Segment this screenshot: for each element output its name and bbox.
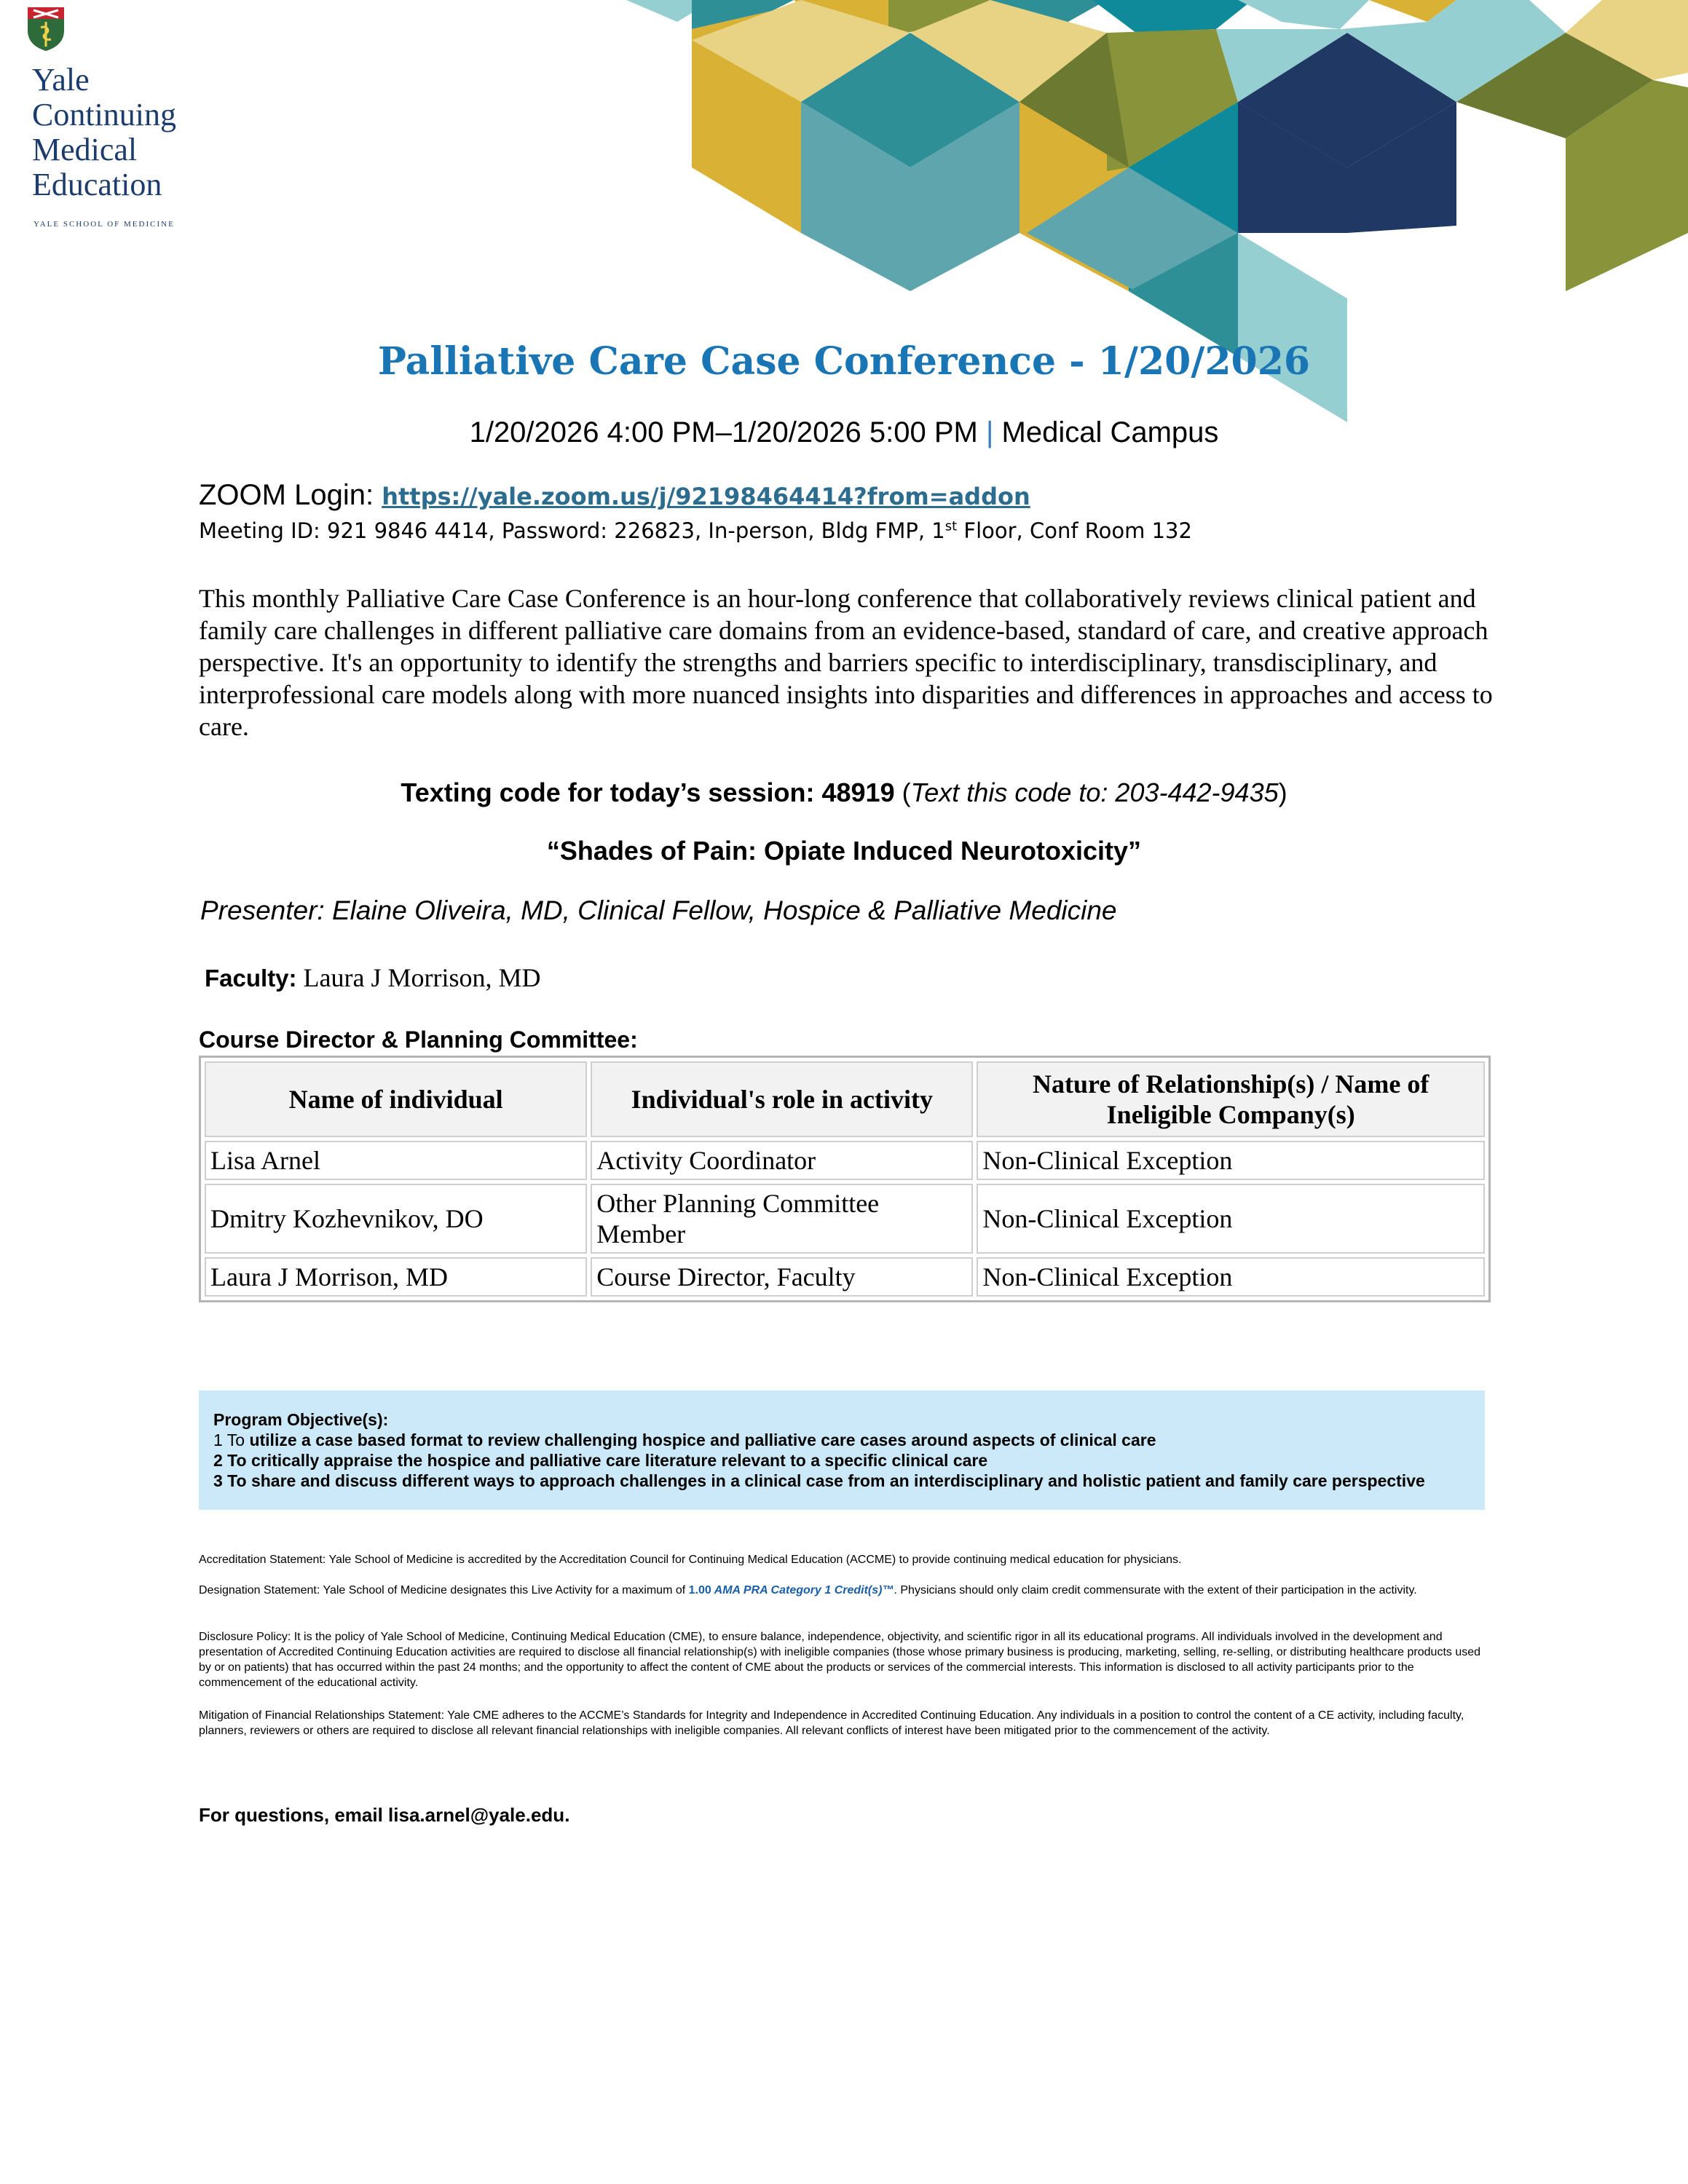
faculty-line xyxy=(205,962,540,993)
cell-role: Other Planning Committee Member xyxy=(591,1184,973,1254)
program-objectives-box xyxy=(199,1390,1485,1510)
committee-heading: Course Director & Planning Committee: xyxy=(199,1026,638,1053)
objective-item-2: 2 To critically appraise the hospice and palliative care literature relevant to a specific clinical care xyxy=(213,1451,988,1470)
table-row xyxy=(205,1257,1485,1297)
texting-code: Texting code for today’s session: 48919 xyxy=(401,778,895,807)
cell-name: Lisa Arnel xyxy=(205,1141,587,1180)
designation-statement xyxy=(199,1583,1488,1598)
cell-relationship: Non-Clinical Exception xyxy=(977,1141,1485,1180)
zoom-link[interactable]: https://yale.zoom.us/j/92198464414?from=addon xyxy=(382,483,1030,510)
objective-item-1 xyxy=(213,1430,1470,1450)
objective-item-3: 3 To share and discuss different ways to approach challenges in a clinical case from an interdisciplinary and holistic patient and family care perspective xyxy=(213,1471,1425,1490)
table-header-row xyxy=(205,1061,1485,1137)
cell-role: Activity Coordinator xyxy=(591,1141,973,1180)
disclosure-policy: Disclosure Policy: It is the policy of Yale School of Medicine, Continuing Medical Education (CME), to ensure balance, independence, objectivity, and scientific rigor in all its educational programs. All individuals involved in the development and presentation of Accredited Continuing Education activities are required to disclose all financial relationship(s) with ineligible companies (those whose primary business is producing, marketing, selling, re-selling, or distributing healthcare products used by or on patients) that has occurred within the past 24 months; and the opportunity to affect the content of CME about the products or services of the commercial interests. This information is disclosed to all activity participants prior to the commencement of the educational activity. xyxy=(199,1631,1481,1689)
cell-relationship: Non-Clinical Exception xyxy=(977,1184,1485,1254)
meeting-info-suffix: Floor, Conf Room 132 xyxy=(957,518,1192,543)
designation-prefix: Designation Statement: Yale School of Medicine designates this Live Activity for a maximum of xyxy=(199,1584,689,1597)
presenter-line: Presenter: Elaine Oliveira, MD, Clinical Fellow, Hospice & Palliative Medicine xyxy=(200,895,1117,925)
datetime-separator: | xyxy=(986,416,994,448)
cell-name: Laura J Morrison, MD xyxy=(205,1257,587,1297)
texting-close: ) xyxy=(1278,778,1287,807)
logo-line: Yale xyxy=(32,62,90,98)
texting-open: ( xyxy=(894,778,911,807)
zoom-login-line xyxy=(199,479,1030,512)
yale-shield-icon xyxy=(26,6,66,52)
committee-table xyxy=(199,1056,1491,1302)
texting-code-line xyxy=(0,778,1688,808)
column-header-relationship: Nature of Relationship(s) / Name of Ineligible Company(s) xyxy=(977,1061,1485,1137)
page-title: Palliative Care Case Conference - 1/20/2026 xyxy=(377,339,1311,384)
logo-subline: YALE SCHOOL OF MEDICINE xyxy=(33,220,175,229)
event-datetime-line xyxy=(0,416,1688,449)
mitigation-statement: Mitigation of Financial Relationships Statement: Yale CME adheres to the ACCME’s Standards for Integrity and Independence in Accredited Continuing Education. Any individuals in a position to control the content of a CE activity, including faculty, planners, reviewers or others are required to disclose all relevant financial relationships with ineligible companies. All relevant conflicts of interest have been mitigated prior to the commencement of the activity. xyxy=(199,1709,1464,1737)
contact-line: For questions, email lisa.arnel@yale.edu. xyxy=(199,1804,570,1826)
column-header-name: Name of individual xyxy=(205,1061,587,1137)
objective-1-text: utilize a case based format to review challenging hospice and palliative care cases around aspects of clinical care xyxy=(249,1431,1156,1449)
faculty-label: Faculty: xyxy=(205,965,297,992)
designation-suffix: . Physicians should only claim credit commensurate with the extent of their participation in the activity. xyxy=(894,1584,1417,1597)
column-header-role: Individual's role in activity xyxy=(591,1061,973,1137)
yale-cme-logo xyxy=(26,6,216,232)
table-row xyxy=(205,1184,1485,1254)
objectives-heading: Program Objective(s): xyxy=(213,1410,389,1429)
meeting-info-sup: st xyxy=(944,518,958,534)
logo-line: Education xyxy=(32,167,162,202)
event-location: Medical Campus xyxy=(1001,416,1219,448)
meeting-info-text: Meeting ID: 921 9846 4414, Password: 226823, In-person, Bldg FMP, 1 xyxy=(199,518,945,543)
designation-category: AMA PRA Category 1 Credit(s)™ xyxy=(711,1584,894,1597)
meeting-info xyxy=(199,518,1192,543)
logo-wordmark xyxy=(32,63,176,202)
designation-credits: 1.00 xyxy=(688,1584,711,1597)
cell-name: Dmitry Kozhevnikov, DO xyxy=(205,1184,587,1254)
accreditation-statement: Accreditation Statement: Yale School of Medicine is accredited by the Accreditation Council for Continuing Medical Education (ACCME) to provide continuing medical education for physicians. xyxy=(199,1554,1182,1566)
event-datetime: 1/20/2026 4:00 PM–1/20/2026 5:00 PM xyxy=(469,416,978,448)
logo-line: Continuing xyxy=(32,97,177,132)
texting-instruction: Text this code to: 203-442-9435 xyxy=(910,778,1279,807)
cell-relationship: Non-Clinical Exception xyxy=(977,1257,1485,1297)
objective-1-prefix: 1 To xyxy=(213,1431,250,1449)
cell-role: Course Director, Faculty xyxy=(591,1257,973,1297)
conference-description: This monthly Palliative Care Case Conference is an hour-long conference that collaboratively reviews clinical patient and family care challenges in different palliative care domains from an evidence-based, standard of care, and creative approach perspective. It's an opportunity to identify the strengths and barriers specific to interdisciplinary, transdisciplinary, and interprofessional care models along with more nuanced insights into disparities and differences in approaches and access to care. xyxy=(199,584,1493,741)
table-row xyxy=(205,1141,1485,1180)
zoom-label: ZOOM Login: xyxy=(199,479,374,511)
talk-title: “Shades of Pain: Opiate Induced Neurotoxicity” xyxy=(546,836,1142,866)
logo-line: Medical xyxy=(32,132,138,167)
faculty-name: Laura J Morrison, MD xyxy=(296,963,541,992)
